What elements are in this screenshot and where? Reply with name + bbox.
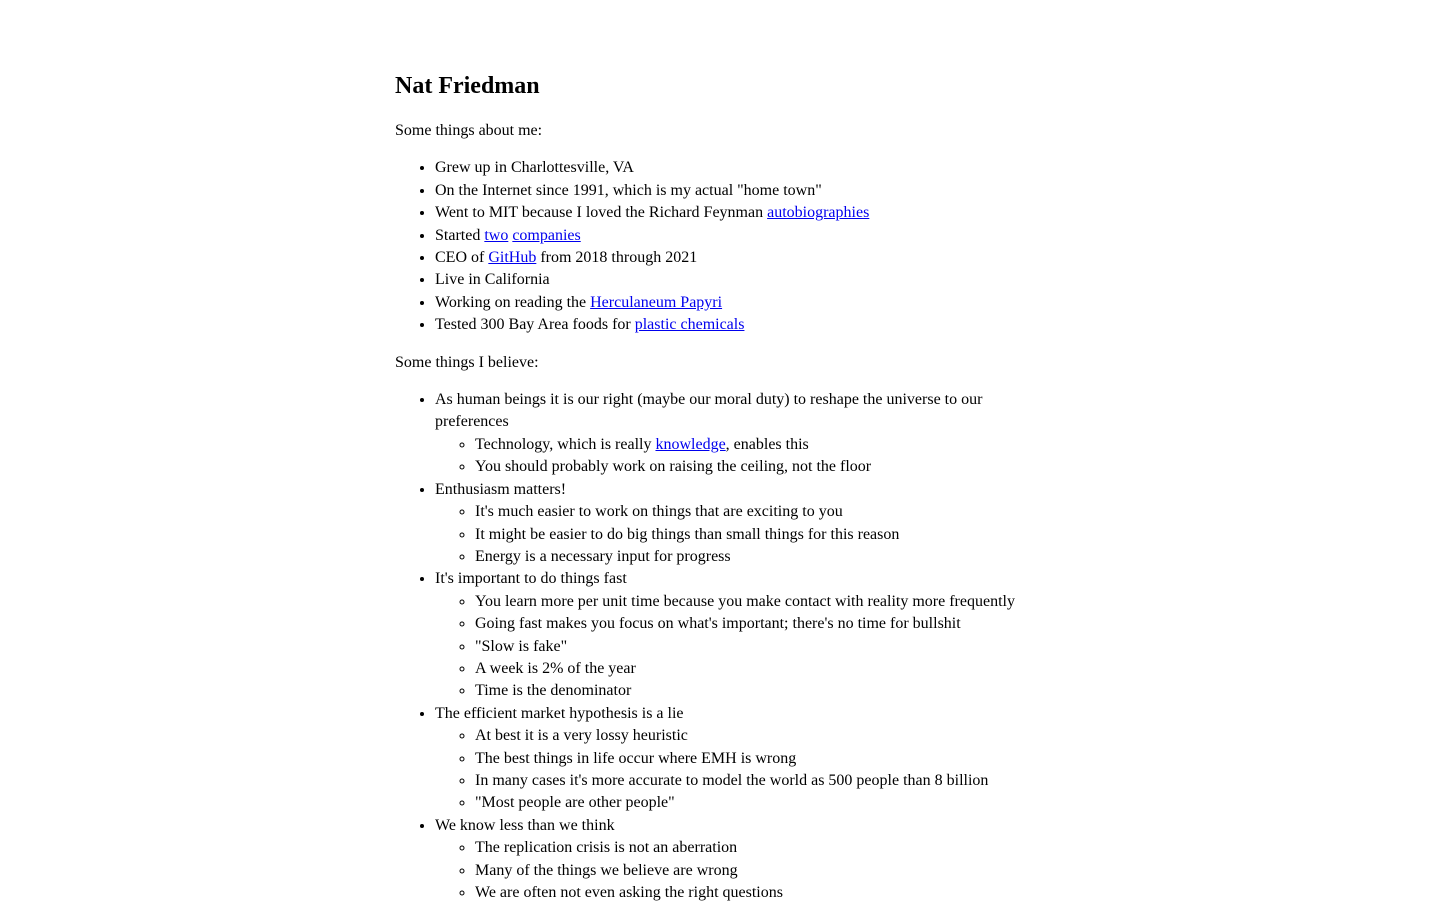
about-item-papyri	[435, 292, 1035, 314]
belief-item	[435, 568, 1035, 702]
page-title: Nat Friedman	[395, 73, 540, 99]
belief-subitem: ◦ You should probably work on raising the ceiling, not the floor	[475, 456, 1035, 478]
about-item-companies	[435, 225, 1035, 247]
belief-item	[435, 815, 1035, 905]
github-link[interactable]: GitHub	[488, 249, 537, 267]
belief-text: We know less than we think	[435, 816, 615, 834]
belief-subitem: ◦ Time is the denominator	[475, 680, 1035, 702]
about-item-github-tail: from 2018 through 2021	[536, 249, 698, 267]
belief-text: Enthusiasm matters!	[435, 480, 567, 498]
belief-item	[435, 389, 1035, 479]
belief-sublist	[435, 434, 1035, 479]
about-item-github	[435, 247, 1035, 269]
belief-subitem: ◦ The replication crisis is not an aberration	[475, 837, 1035, 859]
belief-item	[435, 479, 1035, 569]
belief-subitem: ◦ Energy is a necessary input for progress	[475, 546, 1035, 568]
belief-subitem: ◦ You learn more per unit time because you make contact with reality more frequently	[475, 591, 1035, 613]
belief-subitem: ◦ It's much easier to work on things that are exciting to you	[475, 501, 1035, 523]
about-item-foods	[435, 314, 1035, 336]
belief-subitem: ◦ We are often not even asking the right questions	[475, 882, 1035, 904]
belief-subitem-text: Technology, which is really	[475, 435, 656, 453]
belief-sublist	[435, 501, 1035, 568]
beliefs-intro: Some things I believe:	[395, 353, 539, 371]
belief-subitem: ◦ Going fast makes you focus on what's important; there's no time for bullshit	[475, 613, 1035, 635]
belief-subitem: ◦ The best things in life occur where EMH is wrong	[475, 748, 1035, 770]
about-item-hometown: • Grew up in Charlottesville, VA	[435, 157, 1035, 179]
belief-item	[435, 703, 1035, 815]
knowledge-link[interactable]: knowledge	[655, 435, 726, 453]
belief-subitem-tail: , enables this	[725, 435, 809, 453]
belief-subitem: ◦ Many of the things we believe are wrong	[475, 860, 1035, 882]
belief-text: The efficient market hypothesis is a lie	[435, 704, 684, 722]
belief-subitem	[475, 434, 1035, 456]
about-list	[395, 157, 1035, 336]
about-item-mit	[435, 202, 1035, 224]
about-item-california: • Live in California	[435, 269, 1035, 291]
belief-subitem: ◦ At best it is a very lossy heuristic	[475, 725, 1035, 747]
belief-sublist	[435, 837, 1035, 904]
companies-link[interactable]: companies	[512, 226, 581, 244]
belief-subitem: ◦ In many cases it's more accurate to model the world as 500 people than 8 billion	[475, 770, 1035, 792]
belief-sublist	[435, 591, 1035, 703]
belief-subitem: ◦ It might be easier to do big things than small things for this reason	[475, 524, 1035, 546]
two-link[interactable]: two	[484, 226, 509, 244]
about-item-github-text: CEO of	[435, 249, 489, 267]
plastic-chemicals-link[interactable]: plastic chemicals	[634, 316, 745, 334]
about-intro: Some things about me:	[395, 122, 543, 139]
beliefs-list	[395, 389, 1035, 904]
about-item-companies-text: Started	[435, 226, 485, 244]
about-item-mit-text: Went to MIT because I loved the Richard Feynman	[435, 204, 768, 222]
belief-text: It's important to do things fast	[435, 570, 627, 588]
belief-sublist	[435, 725, 1035, 815]
about-item-internet: • On the Internet since 1991, which is my actual "home town"	[435, 180, 1035, 202]
belief-text: As human beings it is our right (maybe our moral duty) to reshape the universe to our preferences	[435, 391, 983, 431]
about-item-foods-text: Tested 300 Bay Area foods for	[435, 316, 635, 334]
herculaneum-papyri-link[interactable]: Herculaneum Papyri	[590, 293, 723, 311]
autobiographies-link[interactable]: autobiographies	[767, 204, 870, 222]
page-content	[395, 0, 1035, 919]
belief-subitem: ◦ "Most people are other people"	[475, 792, 1035, 814]
belief-subitem: ◦ "Slow is fake"	[475, 636, 1035, 658]
about-item-papyri-text: Working on reading the	[435, 293, 591, 311]
belief-subitem: ◦ A week is 2% of the year	[475, 658, 1035, 680]
